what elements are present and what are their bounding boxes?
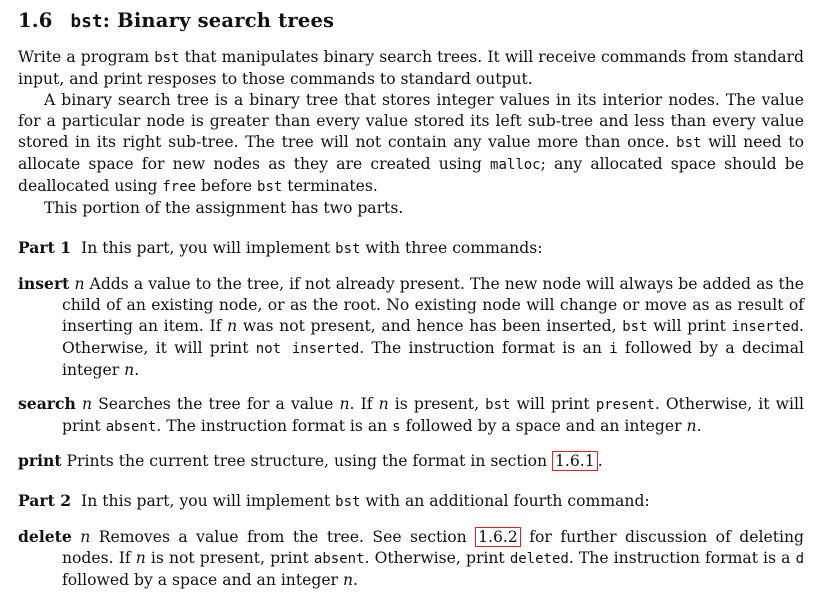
section-heading bbox=[18, 8, 804, 35]
part-2-heading: Part 2 In this part, you will implement bst with an additional fourth command: bbox=[18, 491, 650, 510]
part-1-command-list bbox=[18, 273, 804, 472]
intro-paragraph-2: A binary search tree is a binary tree that stores integer values in its interior nodes. The value for a particular node is greater than every value stored its left sub-tree and less than every value stored in its right sub-tree. The tree will not contain any value more than once. bst will need to allocate space for new nodes as they are created using malloc; any allocated space should be deallocated using free before bst terminates. bbox=[18, 91, 804, 195]
section-number: 1.6 bbox=[18, 9, 53, 32]
delete-term: delete bbox=[18, 527, 72, 546]
print-term: print bbox=[18, 451, 62, 470]
section-link-1-6-1[interactable]: 1.6.1 bbox=[552, 451, 598, 471]
insert-description: insert n Adds a value to the tree, if not already present. The new node will always be added as the child of an existing node, or as the root. No existing node will change or move as as result of inserting an item. If n was not present, and hence has been inserted, bst will print inserted. Otherwise, it will print not inserted. The instruction format is an i followed by a decimal integer n. bbox=[18, 274, 804, 379]
section-cmd: bst bbox=[70, 12, 103, 32]
insert-term: insert bbox=[18, 274, 70, 293]
section-link-1-6-2[interactable]: 1.6.2 bbox=[475, 527, 521, 547]
search-description: search n Searches the tree for a value n. If n is present, bst will print present. Otherwise, it will print absent. The instruction format is an s followed by a space and an integer n. bbox=[18, 394, 804, 435]
part-1-label: Part 1 bbox=[18, 238, 72, 257]
part-1-heading: Part 1 In this part, you will implement bst with three commands: bbox=[18, 238, 543, 257]
part-2-command-list bbox=[18, 526, 804, 591]
print-description: print Prints the current tree structure, using the format in section 1.6.1 . bbox=[18, 451, 603, 470]
intro-paragraph-1: Write a program bst that manipulates binary search trees. It will receive commands from standard input, and print resposes to those commands to standard output. bbox=[18, 48, 804, 88]
intro-paragraph-3: This portion of the assignment has two parts. bbox=[44, 199, 404, 217]
search-term: search bbox=[18, 394, 76, 413]
delete-description: delete n Removes a value from the tree. See section 1.6.2 for further discussion of deleting nodes. If n is not present, print absent. Otherwise, print deleted. The instruction format is a d followed by a space and an integer n. bbox=[18, 527, 804, 589]
section-title: : Binary search trees bbox=[102, 9, 335, 32]
part-2-label: Part 2 bbox=[18, 491, 72, 510]
